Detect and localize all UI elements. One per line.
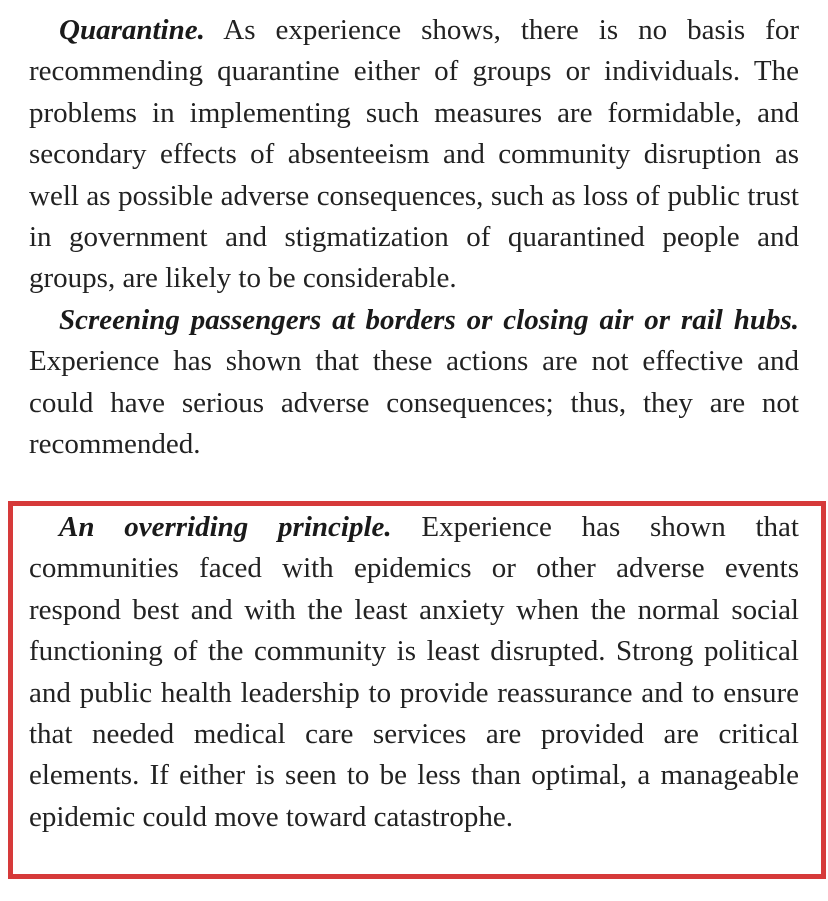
paragraph-body: As experience shows, there is no basis for recommending quarantine either of groups or individuals. The problems in implementing such measures are formidable, and secondary effects of absenteeism and community disruption as well as possible adverse consequences, such as loss of public trust in government and stigmatization of quarantined people and groups, are likely to be considerable.: [29, 14, 799, 295]
paragraph-lead: Screening passengers at borders or closing air or rail hubs.: [59, 303, 799, 336]
paragraph-lead: Quarantine.: [59, 14, 205, 46]
paragraph-body: Experience has shown that these actions are not effective and could have serious adverse consequences; thus, they are not recommended.: [29, 345, 799, 461]
highlighted-text: [29, 507, 799, 838]
paragraph-screening: [29, 300, 799, 466]
paragraph-quarantine: [29, 10, 799, 300]
paragraph-overriding-principle: [29, 507, 799, 838]
paragraph-body: Experience has shown that communities faced with epidemics or other adverse events respond best and with the least anxiety when the normal social functioning of the community is least disrupted. Strong political and public health leadership to provide reassurance and to ensure that needed medical care services are provided are critical elements. If either is seen to be less than optimal, a manageable epidemic could move toward catastrophe.: [29, 511, 799, 833]
paragraph-lead: An overriding principle.: [59, 511, 392, 543]
document-text: [29, 10, 799, 465]
